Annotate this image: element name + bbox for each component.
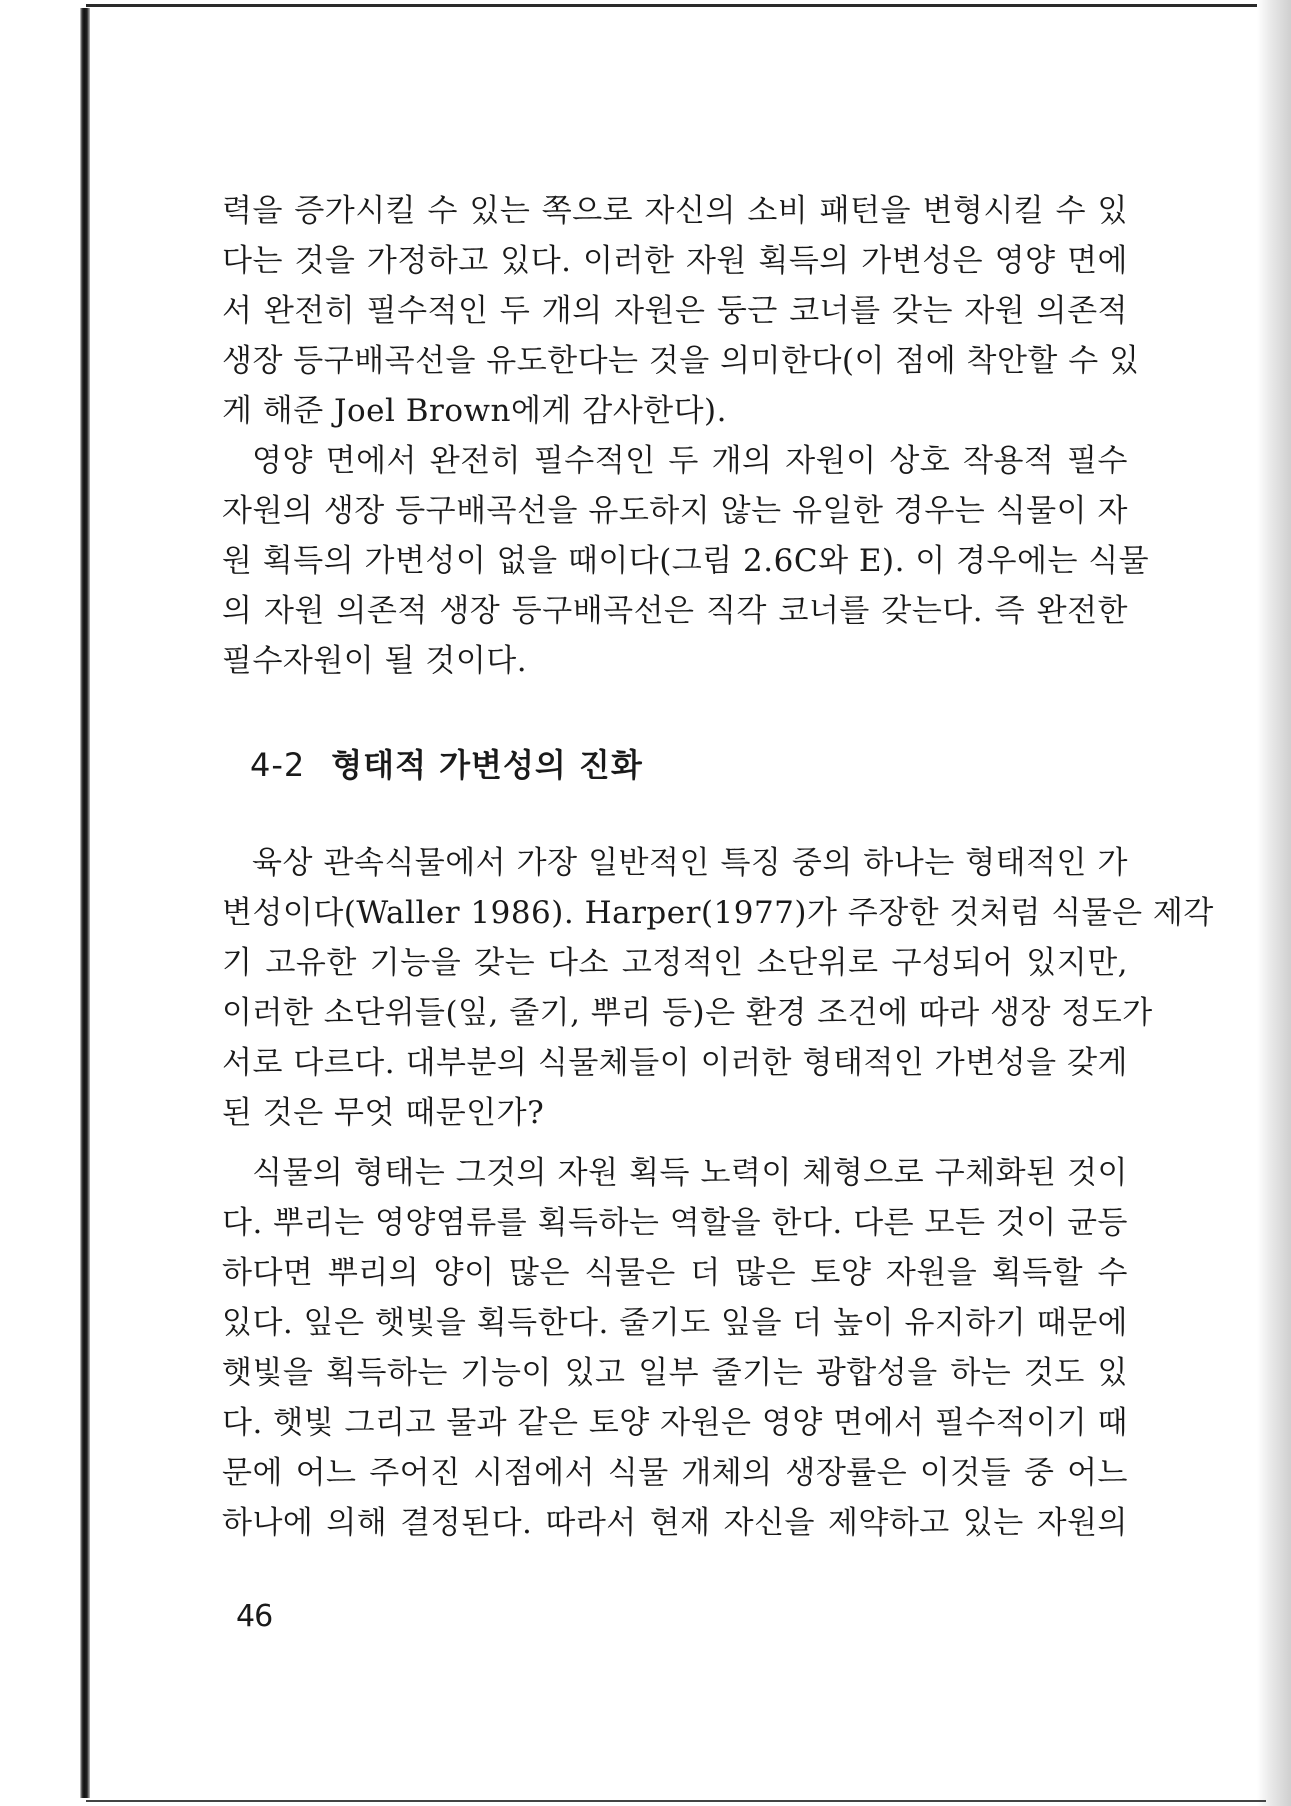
paragraph-4 — [222, 1148, 1128, 1548]
text-line: 변성이다(Waller 1986). Harper(1977)가 주장한 것처럼 식물은 제각 — [222, 895, 1214, 931]
paragraph-1 — [222, 186, 1140, 436]
page-top-edge — [86, 4, 1266, 7]
text-line: 식물의 형태는 그것의 자원 획득 노력이 체형으로 구체화된 것이 — [252, 1155, 1128, 1191]
section-title: 형태적 가변성의 진화 — [331, 746, 643, 784]
text-line: 게 해준 Joel Brown에게 감사한다). — [222, 393, 727, 429]
section-number: 4-2 — [250, 746, 306, 784]
text-line: 생장 등구배곡선을 유도한다는 것을 의미한다(이 점에 착안할 수 있 — [222, 343, 1140, 379]
text-line: 서로 다르다. 대부분의 식물체들이 이러한 형태적인 가변성을 갖게 — [222, 1045, 1128, 1081]
section-heading — [250, 740, 643, 786]
text-line: 육상 관속식물에서 가장 일반적인 특징 중의 하나는 형태적인 가 — [252, 845, 1128, 881]
text-line: 있다. 잎은 햇빛을 획득한다. 줄기도 잎을 더 높이 유지하기 때문에 — [222, 1305, 1128, 1341]
text-line: 기 고유한 기능을 갖는 다소 고정적인 소단위로 구성되어 있지만, — [222, 945, 1128, 981]
text-line: 력을 증가시킬 수 있는 쪽으로 자신의 소비 패턴을 변형시킬 수 있 — [222, 193, 1128, 229]
text-line: 다. 뿌리는 영양염류를 획득하는 역할을 한다. 다른 모든 것이 균등 — [222, 1205, 1128, 1241]
text-line: 의 자원 의존적 생장 등구배곡선은 직각 코너를 갖는다. 즉 완전한 — [222, 593, 1128, 629]
text-line: 하다면 뿌리의 양이 많은 식물은 더 많은 토양 자원을 획득할 수 — [222, 1255, 1128, 1291]
page-bottom-edge — [86, 1800, 1266, 1802]
text-line: 서 완전히 필수적인 두 개의 자원은 둥근 코너를 갖는 자원 의존적 — [222, 293, 1128, 329]
text-line: 햇빛을 획득하는 기능이 있고 일부 줄기는 광합성을 하는 것도 있 — [222, 1355, 1128, 1391]
page-number: 46 — [236, 1599, 273, 1634]
text-line: 원 획득의 가변성이 없을 때이다(그림 2.6C와 E). 이 경우에는 식물 — [222, 543, 1150, 579]
paragraph-2 — [222, 436, 1150, 686]
page-left-edge — [80, 8, 90, 1798]
text-line: 다는 것을 가정하고 있다. 이러한 자원 획득의 가변성은 영양 면에 — [222, 243, 1128, 279]
text-line: 자원의 생장 등구배곡선을 유도하지 않는 유일한 경우는 식물이 자 — [222, 493, 1128, 529]
paragraph-3 — [222, 838, 1214, 1138]
text-line: 된 것은 무엇 때문인가? — [222, 1095, 545, 1131]
text-line: 필수자원이 될 것이다. — [222, 643, 528, 679]
text-line: 영양 면에서 완전히 필수적인 두 개의 자원이 상호 작용적 필수 — [252, 443, 1128, 479]
text-line: 하나에 의해 결정된다. 따라서 현재 자신을 제약하고 있는 자원의 — [222, 1505, 1128, 1541]
page-right-shadow — [1257, 0, 1291, 1806]
text-line: 이러한 소단위들(잎, 줄기, 뿌리 등)은 환경 조건에 따라 생장 정도가 — [222, 995, 1153, 1031]
text-line: 문에 어느 주어진 시점에서 식물 개체의 생장률은 이것들 중 어느 — [222, 1455, 1128, 1491]
text-line: 다. 햇빛 그리고 물과 같은 토양 자원은 영양 면에서 필수적이기 때 — [222, 1405, 1128, 1441]
